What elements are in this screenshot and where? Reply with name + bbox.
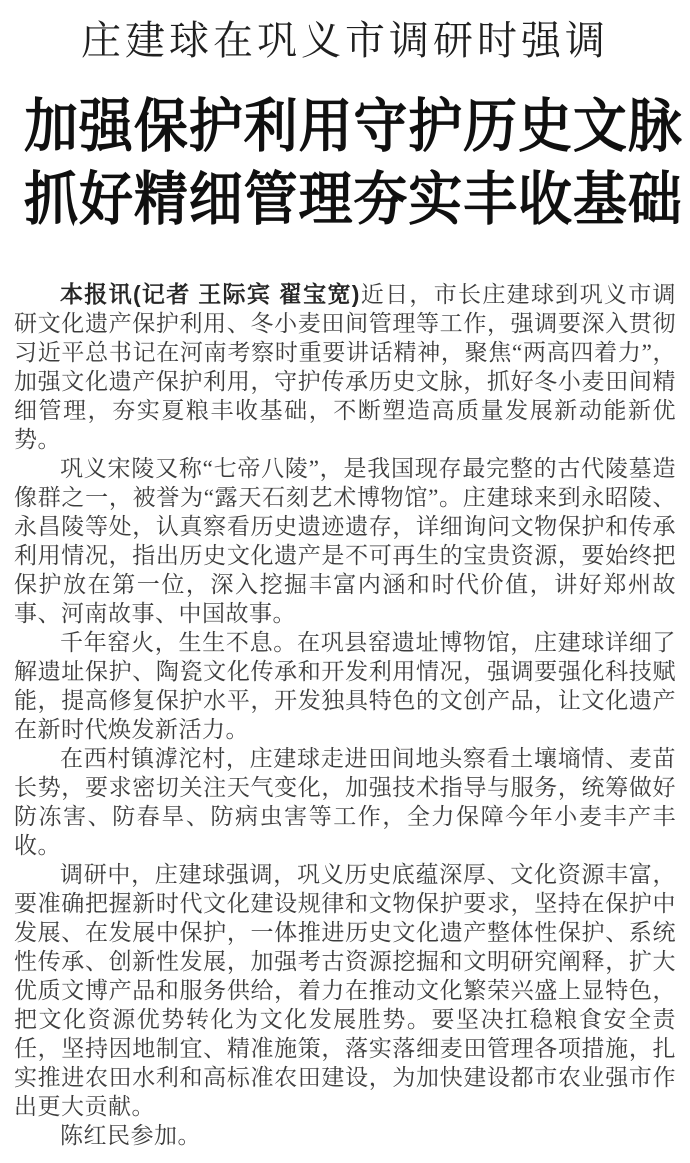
kicker: 庄建球在巩义市调研时强调 [81, 19, 609, 63]
headline [0, 90, 690, 236]
paragraph-2: 巩义宋陵又称“七帝八陵”，是我国现存最完整的古代陵墓造像群之一，被誉为“露天石刻艺术博物馆”。庄建球来到永昭陵、永昌陵等处，认真察看历史遗迹遗存，详细询问文物保护和传承利用情况，指出历史文化遗产是不可再生的宝贵资源，要始终把保护放在第一位，深入挖掘丰富内涵和时代价值，讲好郑州故事、河南故事、中国故事。 [14, 456, 676, 626]
headline-line-1: 加强保护利用守护历史文脉 [24, 94, 683, 159]
headline-line-2: 抓好精细管理夯实丰收基础 [24, 167, 683, 232]
paragraph-4: 在西村镇滹沱村，庄建球走进田间地头察看土壤墒情、麦苗长势，要求密切关注天气变化，加强技术指导与服务，统筹做好防冻害、防春旱、防病虫害等工作，全力保障今年小麦丰产丰收。 [14, 746, 676, 858]
lead-label: 本报讯 [60, 281, 133, 307]
paragraph-6: 陈红民参加。 [60, 1123, 201, 1148]
paragraph-5: 调研中，庄建球强调，巩义历史底蕴深厚、文化资源丰富，要准确把握新时代文化建设规律和文物保护要求，坚持在保护中发展、在发展中保护，一体推进历史文化遗产整体性保护、系统性传承、创新性发展，加强考古资源挖掘和文明研究阐释，扩大优质文博产品和服务供给，着力在推动文化繁荣兴盛上显特色，把文化资源优势转化为文化发展胜势。要坚决扛稳粮食安全责任，坚持因地制宜、精准施策，落实落细麦田管理各项措施，扎实推进农田水利和高标准农田建设，为加快建设都市农业强市作出更大贡献。 [14, 862, 676, 1119]
byline: (记者 王际宾 翟宝宽) [132, 281, 360, 307]
article-body [14, 280, 676, 1150]
paragraph-3: 千年窑火，生生不息。在巩县窑遗址博物馆，庄建球详细了解遗址保护、陶瓷文化传承和开发利用情况，强调要强化科技赋能，提高修复保护水平，开发独具特色的文创产品，让文化遗产在新时代焕发新活力。 [14, 630, 676, 742]
paragraph-1: 本报讯(记者 王际宾 翟宝宽)近日，市长庄建球到巩义市调研文化遗产保护利用、冬小麦田间管理等工作，强调要深入贯彻习近平总书记在河南考察时重要讲话精神，聚焦“两高四着力”，加强文化遗产保护利用，守护传承历史文脉，抓好冬小麦田间精细管理，夯实夏粮丰收基础，不断塑造高质量发展新动能新优势。 [14, 281, 677, 452]
